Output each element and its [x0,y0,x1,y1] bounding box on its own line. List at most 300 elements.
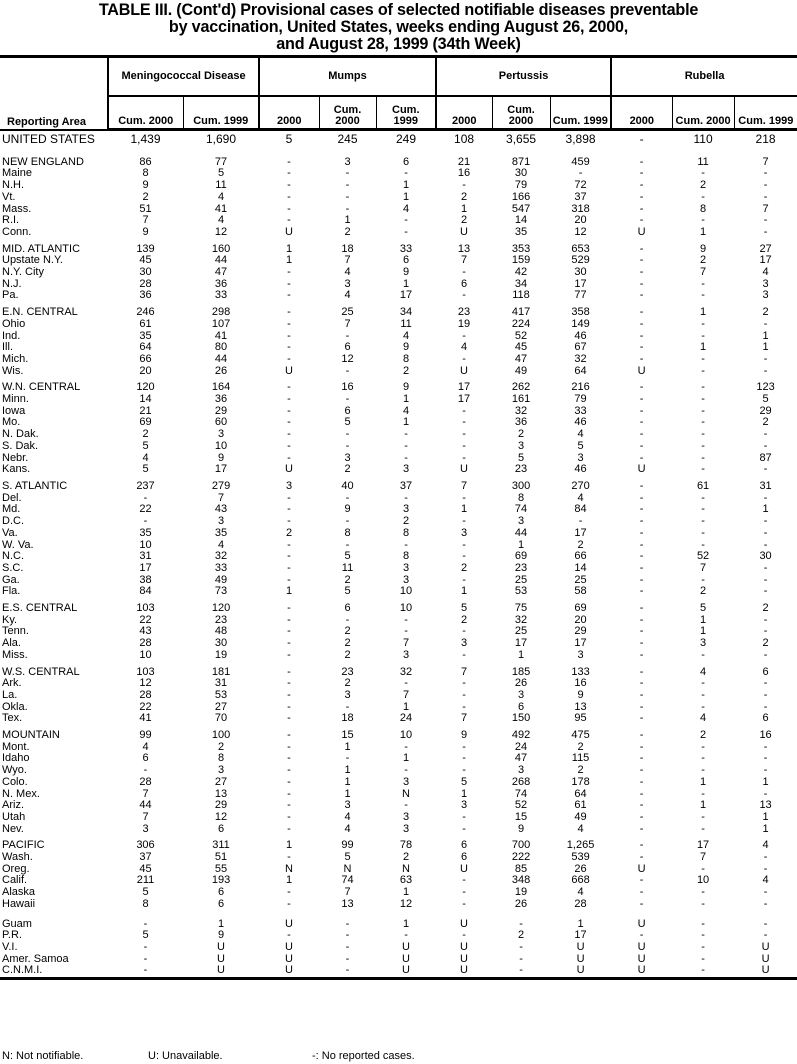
value-cell: 1 [460,585,468,598]
value-cell: - [639,289,644,302]
value-cell: - [143,917,148,930]
value-cell: 8 [402,550,410,563]
value-cell: - [462,266,466,279]
value-cell: 28 [139,688,152,701]
value-cell: 3 [517,764,525,777]
value-cell: 13 [214,787,228,800]
value-cell: 7 [460,712,468,725]
table-row [0,586,797,598]
table-row [0,742,797,754]
value-cell: 149 [571,317,590,330]
value-cell: - [639,625,644,638]
value-cell: 22 [139,613,152,626]
reporting-area-cell: Minn. [2,393,29,406]
value-cell: - [639,381,644,394]
value-cell: 529 [571,254,590,267]
value-cell: - [701,214,705,227]
value-cell: 6 [762,712,769,725]
value-cell: 7 [142,787,149,800]
value-cell: 4 [344,822,351,835]
value-cell: - [701,822,705,835]
value-cell: 7 [217,491,225,504]
value-cell: - [287,822,291,835]
table-row [0,678,797,690]
value-cell: - [404,613,408,626]
value-cell: 9 [402,266,410,279]
value-cell: 5 [577,439,584,452]
reporting-area-cell: Ohio [2,317,26,330]
value-cell: 1,690 [205,132,237,146]
value-cell: - [287,764,291,777]
value-cell: 32 [514,404,528,417]
reporting-area-cell: Mich. [2,352,29,365]
value-cell: - [639,341,644,354]
value-cell: - [462,677,466,690]
value-cell: 1 [285,585,293,598]
table-row [0,204,797,216]
value-cell: U [217,952,225,965]
value-cell: 37 [574,190,587,203]
reporting-area-cell: N.H. [2,179,24,192]
value-cell: 2 [517,929,525,942]
value-cell: - [763,526,768,539]
value-cell: U [460,364,468,377]
value-cell: 26 [514,897,528,910]
value-cell: - [763,677,768,690]
value-cell: 80 [214,341,228,354]
value-cell: 1,439 [130,132,161,146]
reporting-area-cell: Alaska [2,886,36,899]
value-cell: 1 [700,625,707,638]
value-cell: 61 [139,317,152,330]
disease-table [0,55,797,980]
table-row [0,575,797,587]
value-cell: 47 [214,266,228,279]
value-cell: 5 [142,463,149,476]
value-cell: - [287,550,291,563]
value-cell: - [287,752,291,765]
value-cell: - [639,214,644,227]
value-cell: - [287,538,291,551]
value-cell: - [639,428,644,441]
table-row [0,130,797,152]
table-header [0,57,797,130]
value-cell: - [701,538,705,551]
value-cell: - [462,538,466,551]
value-cell: - [763,491,768,504]
subheader: 2000 [259,96,319,130]
table-row [0,493,797,505]
reporting-area-cell: PACIFIC [2,839,45,852]
value-cell: 139 [136,242,155,255]
value-cell: 1 [402,393,410,406]
value-cell: - [639,752,644,765]
value-cell: 23 [514,561,528,574]
value-cell: - [701,573,705,586]
value-cell: - [701,526,705,539]
value-cell: 2 [700,585,707,598]
value-cell: 178 [571,775,590,788]
value-cell: - [763,439,768,452]
value-cell: 7 [460,479,468,492]
value-cell: 12 [341,352,354,365]
value-cell: - [287,799,291,812]
value-cell: 69 [139,416,152,429]
value-cell: 1 [460,503,468,516]
value-cell: - [462,179,466,192]
value-cell: - [345,364,350,377]
value-cell: - [639,637,644,650]
value-cell: 193 [211,874,231,887]
value-cell: - [345,439,350,452]
value-cell: 84 [139,585,152,598]
value-cell: 1 [700,225,707,238]
value-cell: 46 [574,416,587,429]
value-cell: - [345,752,350,765]
value-cell: - [639,503,644,516]
value-cell: - [287,393,291,406]
table-row [0,331,797,343]
value-cell: 6 [460,851,468,864]
value-cell: 1 [402,416,410,429]
reporting-area-cell: MOUNTAIN [2,729,60,742]
value-cell: - [287,648,291,661]
value-cell: 2 [762,637,769,650]
value-cell: U [637,463,646,476]
value-cell: 58 [574,585,587,598]
reporting-area-cell: Ark. [2,677,22,690]
value-cell: 2 [577,740,584,753]
reporting-area-cell: Wyo. [2,764,27,777]
value-cell: - [763,352,768,365]
value-cell: 5 [700,602,707,615]
value-cell: 2 [344,625,351,638]
value-cell: 74 [514,787,528,800]
value-cell: 1 [402,277,410,290]
value-cell: 33 [214,289,228,302]
value-cell: 41 [214,202,228,215]
value-cell: 2 [402,851,410,864]
value-cell: 2 [142,428,149,441]
value-cell: 2 [460,214,468,227]
value-cell: 17 [574,526,587,539]
table-row [0,319,797,331]
value-cell: - [763,561,768,574]
value-cell: 49 [574,810,587,823]
value-cell: 1 [700,775,707,788]
value-cell: 35 [139,329,152,342]
value-cell: - [287,897,291,910]
value-cell: 21 [139,404,152,417]
value-cell: 33 [574,404,587,417]
reporting-area-cell: Maine [2,167,32,180]
value-cell: 4 [577,886,584,899]
value-cell: U [576,941,585,953]
value-cell: 9 [344,503,351,516]
value-cell: 1 [517,538,525,551]
reporting-area-cell: NEW ENGLAND [2,155,84,168]
value-cell: 6 [217,822,225,835]
value-cell: 1 [344,740,351,753]
value-cell: 5 [142,439,149,452]
value-cell: - [701,491,705,504]
table-row [0,638,797,650]
value-cell: - [462,764,466,777]
value-cell: - [143,491,148,504]
value-cell: 3,655 [506,132,537,146]
value-cell: - [701,381,705,394]
value-cell: - [763,917,768,930]
value-cell: 19 [214,648,228,661]
table-row [0,441,797,453]
value-cell: 107 [211,317,231,330]
value-cell: 4 [142,451,149,464]
table-row [0,354,797,366]
value-cell: 17 [457,393,471,406]
value-cell: - [345,929,350,942]
table-row [0,942,797,954]
value-cell: 43 [214,503,228,516]
value-cell: 110 [693,132,713,146]
reporting-area-cell: Hawaii [2,897,36,910]
value-cell: 5 [344,585,351,598]
value-cell: - [763,585,768,598]
value-cell: 24 [514,740,528,753]
value-cell: 22 [139,503,152,516]
reporting-area-cell: P.R. [2,929,22,942]
value-cell: - [287,573,291,586]
value-cell: 14 [514,214,528,227]
value-cell: - [763,428,768,441]
value-cell: - [701,317,705,330]
value-cell: - [404,677,408,690]
value-cell: 27 [214,700,228,713]
value-cell: 7 [344,886,351,899]
value-cell: - [519,917,523,930]
value-cell: 3 [344,688,351,701]
value-cell: 29 [214,404,228,417]
value-cell: - [319,965,376,978]
value-cell: U [460,225,468,238]
value-cell: 17 [214,463,228,476]
value-cell: N [343,862,352,875]
value-cell: 353 [511,242,531,255]
value-cell: - [639,822,644,835]
reporting-area-cell: Vt. [2,190,16,203]
value-cell: U [460,463,468,476]
table-row [0,702,797,714]
table-row [0,615,797,627]
value-cell: U [460,952,468,965]
value-cell: 9 [217,929,225,942]
value-cell: 84 [574,503,587,516]
value-cell: - [639,648,644,661]
value-cell: - [462,886,466,899]
reporting-area-cell: N. Dak. [2,428,39,441]
value-cell: - [701,190,705,203]
value-cell: - [639,929,644,942]
value-cell: - [639,712,644,725]
value-cell: 30 [759,550,772,563]
value-cell: - [763,764,768,777]
value-cell: 6 [344,602,351,615]
group-header-rubella: Rubella [611,57,797,97]
value-cell: 30 [214,637,228,650]
value-cell: 1,265 [566,839,595,852]
table-row [0,239,797,256]
table-row [0,812,797,824]
value-cell: - [639,439,644,452]
value-cell: - [639,317,644,330]
value-cell: 160 [211,242,231,255]
value-cell: 6 [460,839,468,852]
value-cell: - [639,787,644,800]
value-cell: - [701,451,705,464]
table-row [0,563,797,575]
value-cell: 52 [514,329,528,342]
table-row [0,930,797,942]
value-cell: - [639,352,644,365]
value-cell: U [285,225,293,238]
value-cell: - [639,677,644,690]
value-cell: - [287,700,291,713]
value-cell: 75 [514,602,528,615]
value-cell: 14 [139,393,152,406]
value-cell: - [763,700,768,713]
value-cell: 279 [211,479,231,492]
value-cell: - [287,404,291,417]
value-cell: - [701,952,705,965]
value-cell: 2 [460,613,468,626]
value-cell: 3 [217,515,225,528]
value-cell: 3 [217,428,225,441]
reporting-area-cell: Calif. [2,874,28,887]
table-row [0,302,797,319]
value-cell: - [462,929,466,942]
value-cell: 72 [574,179,587,192]
value-cell: - [639,132,644,146]
value-cell: 2 [700,729,707,742]
value-cell: 42 [514,266,528,279]
value-cell: 700 [511,839,531,852]
value-cell: 51 [214,851,228,864]
value-cell: - [763,463,768,476]
value-cell: 18 [341,712,354,725]
table-row [0,598,797,615]
value-cell: - [287,665,291,678]
value-cell: 52 [514,799,528,812]
value-cell: - [287,625,291,638]
value-cell: - [763,648,768,661]
reporting-area-cell: Ky. [2,613,18,626]
value-cell: - [462,491,466,504]
reporting-area-cell: La. [2,688,18,701]
table-row [0,279,797,291]
value-cell: 20 [139,364,152,377]
value-cell: - [462,648,466,661]
value-cell: - [287,179,291,192]
value-cell: 10 [139,538,152,551]
value-cell: 459 [571,155,590,168]
value-cell: 1 [285,874,293,887]
value-cell: - [462,451,466,464]
value-cell: 120 [136,381,155,394]
value-cell: 1 [700,341,707,354]
value-cell: - [287,613,291,626]
value-cell: 1 [517,648,525,661]
value-cell: 6 [344,341,351,354]
value-cell: 8 [142,167,149,180]
reporting-area-cell: Nebr. [2,451,29,464]
value-cell: N [402,787,410,800]
value-cell: 7 [460,665,468,678]
value-cell: U [550,965,611,978]
value-cell: - [701,886,705,899]
reporting-area-cell: Oreg. [2,862,30,875]
value-cell: - [287,503,291,516]
value-cell: 74 [514,503,528,516]
table-row [0,725,797,742]
value-cell: 34 [399,306,413,319]
value-cell: 31 [139,550,152,563]
value-cell: - [462,428,466,441]
value-cell: - [492,965,550,978]
value-cell: 268 [511,775,531,788]
value-cell: 1 [285,242,293,255]
value-cell: - [701,810,705,823]
value-cell: 5 [142,886,149,899]
reporting-area-cell: S.C. [2,561,24,574]
value-cell: - [287,416,291,429]
value-cell: 6 [517,700,525,713]
value-cell: - [639,550,644,563]
value-cell: - [639,254,644,267]
value-cell: 306 [136,839,155,852]
value-cell: - [701,917,705,930]
value-cell: 7 [700,851,707,864]
value-cell: 30 [139,266,152,279]
value-cell: - [701,740,705,753]
reporting-area-cell: Miss. [2,648,28,661]
value-cell: 2 [700,179,707,192]
value-cell: 10 [696,874,710,887]
reporting-area-cell: Amer. Samoa [2,952,69,965]
table-row [0,366,797,378]
value-cell: 15 [514,810,528,823]
value-cell: - [287,266,291,279]
value-cell: 66 [139,352,152,365]
value-cell: 2 [402,364,410,377]
value-cell: 3 [142,822,149,835]
value-cell: - [701,167,705,180]
value-cell: - [404,439,408,452]
value-cell: 22 [139,700,152,713]
value-cell: 4 [402,329,410,342]
value-cell: 218 [755,132,776,146]
value-cell: - [462,688,466,701]
value-cell: - [763,515,768,528]
value-cell: 318 [571,202,590,215]
value-cell: 12 [399,897,413,910]
value-cell: - [287,637,291,650]
value-cell: 17 [759,254,772,267]
value-cell: 9 [577,688,584,701]
reporting-area-cell: Ala. [2,637,21,650]
table-row [0,650,797,662]
value-cell: - [639,810,644,823]
value-cell: - [345,202,350,215]
value-cell: 2 [142,190,149,203]
